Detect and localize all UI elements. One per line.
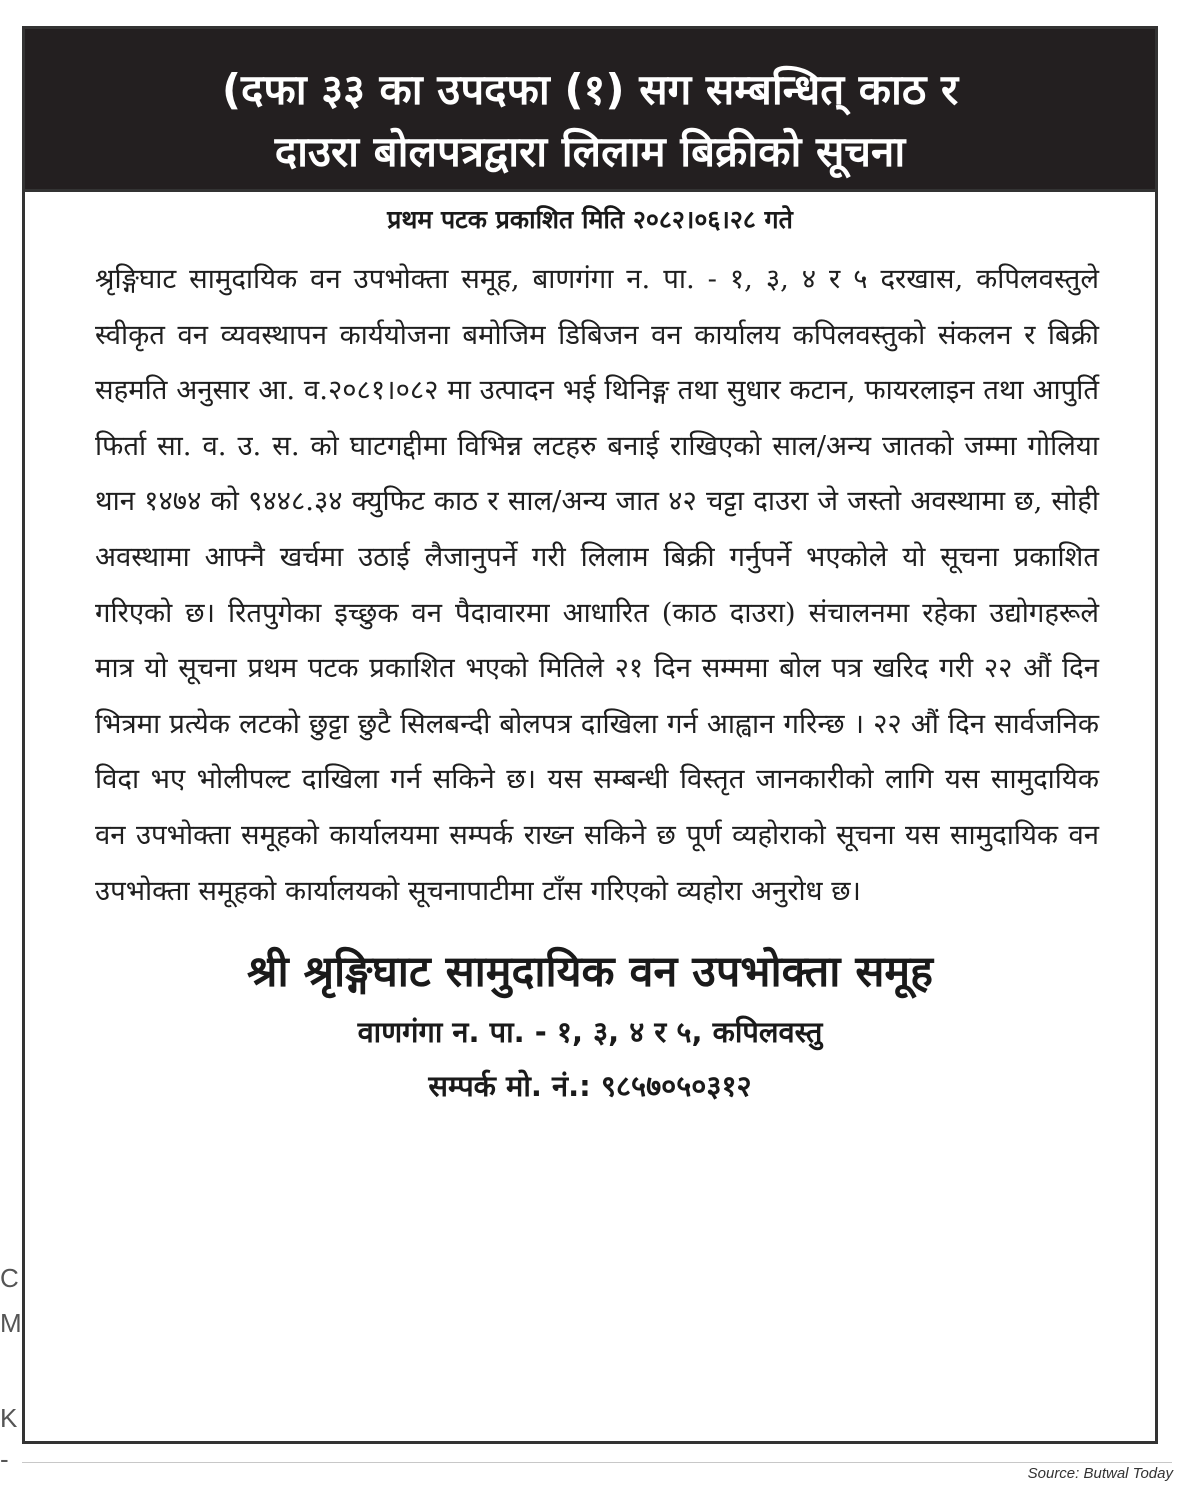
title-bar bbox=[25, 29, 1155, 189]
signature-block bbox=[25, 939, 1155, 1113]
side-letter-m: M bbox=[0, 1308, 22, 1338]
publication-date: प्रथम पटक प्रकाशित मिति २०८२।०६।२८ गते bbox=[387, 205, 793, 234]
notice-card bbox=[22, 26, 1158, 1444]
footer-rule bbox=[22, 1462, 1172, 1463]
notice-body: श्रृङ्गिघाट सामुदायिक वन उपभोक्ता समूह, बाणगंगा न. पा. - १, ३, ४ र ५ दरखास, कपिलवस्तुले स्वीकृत वन व्यवस्थापन कार्ययोजना बमोजिम डिबिजन वन कार्यालय कपिलवस्तुको संकलन र बिक्री सहमति अनुसार आ. व.२०८१।०८२ मा उत्पादन भई थिनिङ्ग तथा सुधार कटान, फायरलाइन तथा आपुर्ति फिर्ता सा. व. उ. स. को घाटगद्दीमा विभिन्न लटहरु बनाई राखिएको साल/अन्य जातको जम्मा गोलिया थान १४७४ को ९४४८.३४ क्युफिट काठ र साल/अन्य जात ४२ चट्टा दाउरा जे जस्तो अवस्थामा छ, सोही अवस्थामा आफ्नै खर्चमा उठाई लैजानुपर्ने गरी लिलाम बिक्री गर्नुपर्ने भएकोले यो सूचना प्रकाशित गरिएको छ। रितपुगेका इच्छुक वन पैदावारमा आधारित (काठ दाउरा) संचालनमा रहेका उद्योगहरूले मात्र यो सूचना प्रथम पटक प्रकाशित भएको मितिले २१ दिन सम्ममा बोल पत्र खरिद गरी २२ औं दिन भित्रमा प्रत्येक लटको छुट्टा छुटै सिलबन्दी बोलपत्र दाखिला गर्न आह्वान गरिन्छ । २२ औं दिन सार्वजनिक विदा भए भोलीपल्ट दाखिला गर्न सकिने छ। यस सम्बन्धी विस्तृत जानकारीको लागि यस सामुदायिक वन उपभोक्ता समूहको कार्यालयमा सम्पर्क राख्न सकिने छ पूर्ण व्यहोराको सूचना यस सामुदायिक वन उपभोक्ता समूहको कार्यालयको सूचनापाटीमा टाँस गरिएको व्यहोरा अनुरोध छ। bbox=[95, 263, 1099, 907]
divider bbox=[25, 189, 1155, 192]
side-letter-c: C bbox=[0, 1263, 19, 1293]
title-line-2: दाउरा बोलपत्रद्वारा लिलाम बिक्रीको सूचना bbox=[274, 127, 906, 176]
title-line-1: (दफा ३३ का उपदफा (१) सग सम्बन्धित् काठ र bbox=[221, 65, 959, 114]
source-credit: Source: Butwal Today bbox=[1027, 1465, 1173, 1482]
org-address: वाणगंगा न. पा. - १, ३, ४ र ५, कपिलवस्तु bbox=[357, 1015, 823, 1050]
side-letter-k: K bbox=[0, 1403, 18, 1433]
side-letter-dash: - bbox=[0, 1444, 9, 1474]
org-name: श्री श्रृङ्गिघाट सामुदायिक वन उपभोक्ता समूह bbox=[247, 947, 933, 998]
org-contact: सम्पर्क मो. नं.: ९८५७०५०३१२ bbox=[428, 1069, 752, 1104]
